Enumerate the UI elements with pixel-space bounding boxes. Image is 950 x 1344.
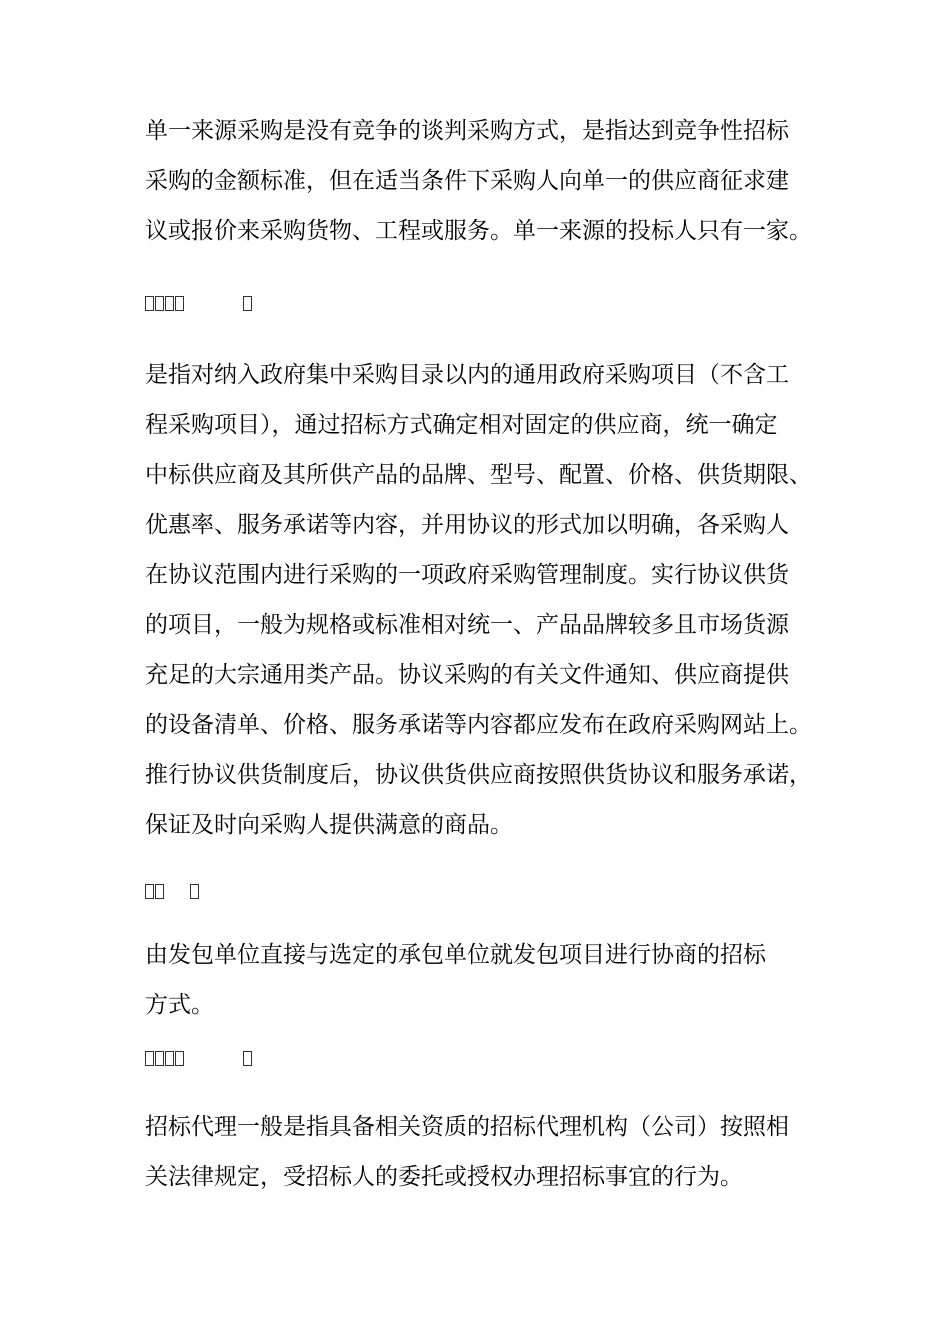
missing-glyph-icon	[145, 884, 154, 899]
paragraph-direct-negotiation	[145, 930, 825, 1030]
paragraph-bidding-agency	[145, 1102, 825, 1202]
text-line: 保证及时向采购人提供满意的商品。	[145, 812, 513, 838]
missing-glyph-icon	[175, 296, 184, 311]
missing-glyph-heading-3	[145, 1046, 345, 1070]
missing-glyph-icon	[155, 1051, 164, 1066]
text-line: 充足的大宗通用类产品。协议采购的有关文件通知、供应商提供	[145, 662, 789, 688]
text-line: 议或报价来采购货物、工程或服务。单一来源的投标人只有一家。	[145, 218, 812, 244]
text-line: 推行协议供货制度后，协议供货供应商按照供货协议和服务承诺，	[145, 762, 812, 788]
missing-glyph-heading-1	[145, 291, 345, 315]
text-line: 程采购项目），通过招标方式确定相对固定的供应商，统一确定	[145, 412, 778, 438]
text-line: 招标代理一般是指具备相关资质的招标代理机构（公司）按照相	[145, 1114, 789, 1140]
missing-glyph-icon	[243, 296, 252, 311]
missing-glyph-icon	[155, 884, 164, 899]
text-line: 由发包单位直接与选定的承包单位就发包项目进行协商的招标	[145, 942, 766, 968]
missing-glyph-icon	[165, 1051, 174, 1066]
text-line: 单一来源采购是没有竞争的谈判采购方式，是指达到竞争性招标	[145, 118, 789, 144]
missing-glyph-icon	[175, 1051, 184, 1066]
text-line: 方式。	[145, 992, 214, 1018]
text-line: 是指对纳入政府集中采购目录以内的通用政府采购项目（不含工	[145, 362, 789, 388]
text-line: 的设备清单、价格、服务承诺等内容都应发布在政府采购网站上。	[145, 712, 812, 738]
missing-glyph-icon	[190, 884, 199, 899]
text-line: 采购的金额标准，但在适当条件下采购人向单一的供应商征求建	[145, 168, 789, 194]
missing-glyph-icon	[243, 1051, 252, 1066]
paragraph-single-source-procurement	[145, 106, 825, 256]
text-line: 关法律规定，受招标人的委托或授权办理招标事宜的行为。	[145, 1164, 743, 1190]
text-line: 中标供应商及其所供产品的品牌、型号、配置、价格、供货期限、	[145, 462, 812, 488]
missing-glyph-heading-2	[145, 879, 345, 903]
text-line: 优惠率、服务承诺等内容，并用协议的形式加以明确，各采购人	[145, 512, 789, 538]
missing-glyph-icon	[155, 296, 164, 311]
paragraph-agreement-supply	[145, 350, 825, 850]
missing-glyph-icon	[145, 296, 154, 311]
text-line: 在协议范围内进行采购的一项政府采购管理制度。实行协议供货	[145, 562, 789, 588]
missing-glyph-icon	[145, 1051, 154, 1066]
text-line: 的项目，一般为规格或标准相对统一、产品品牌较多且市场货源	[145, 612, 789, 638]
missing-glyph-icon	[165, 296, 174, 311]
